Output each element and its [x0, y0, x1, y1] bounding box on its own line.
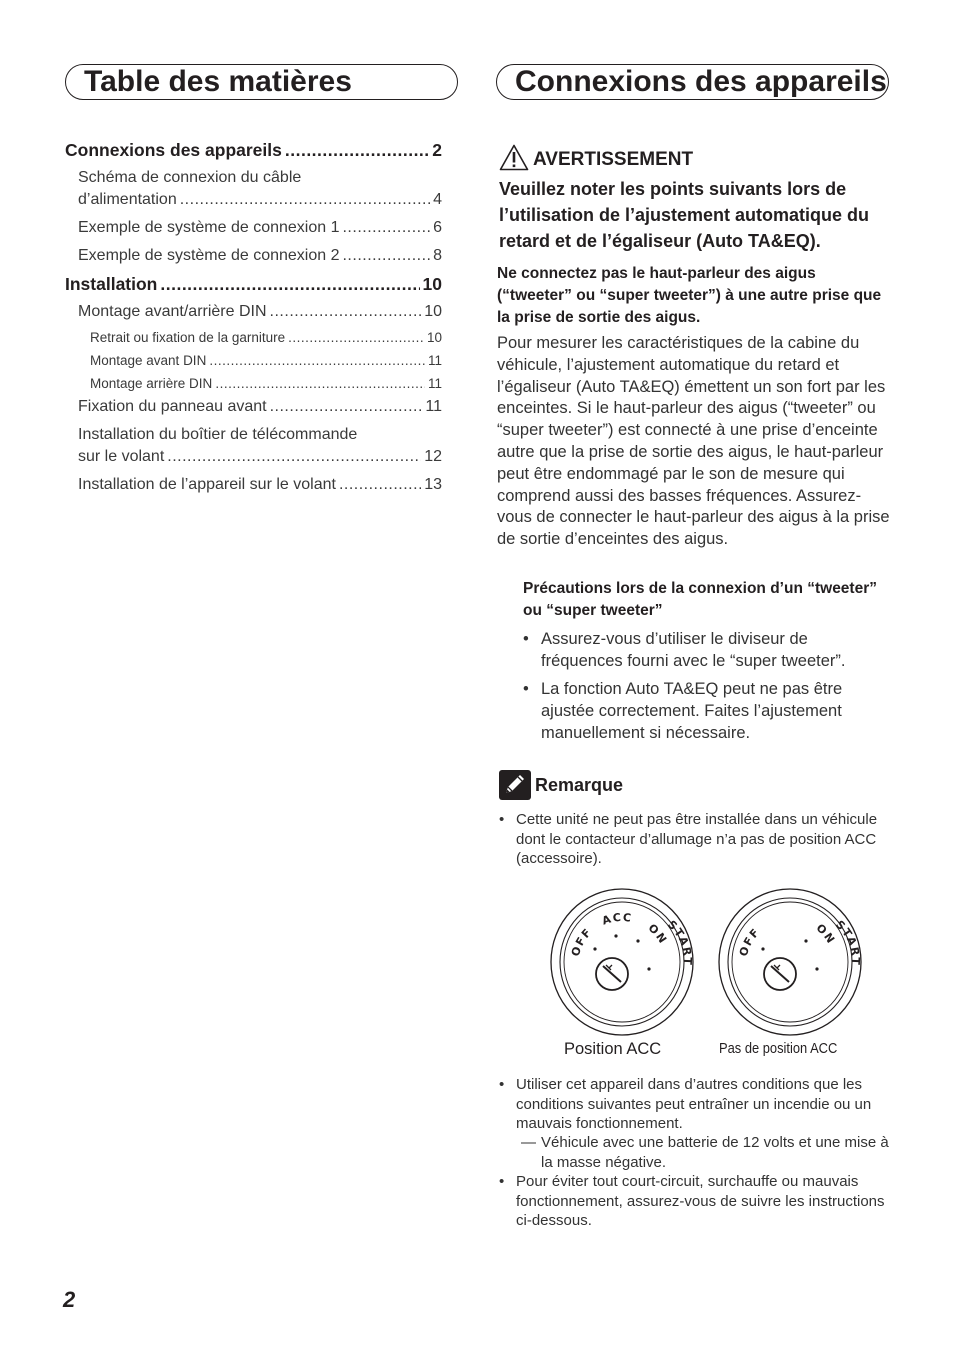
switch-label-on: ON [813, 921, 838, 947]
caption-acc-position: Position ACC [564, 1040, 662, 1058]
warning-subheading: Veuillez noter les points suivants lors de l’utilisation de l’ajustement automatique du retard et de l’égaliseur (Auto TA&EQ). [499, 179, 870, 251]
warning-icon [499, 144, 529, 171]
toc-title: Table des matières [65, 64, 458, 100]
position-dot [815, 967, 818, 970]
toc-entry[interactable]: sur le volant ..... 12 [65, 448, 442, 466]
key-slot [603, 966, 621, 982]
bullet: • [499, 1173, 505, 1190]
pencil-note-icon [499, 770, 531, 800]
list-item [499, 810, 894, 869]
tweeter-warning: Ne connectez pas le haut-parleur des aigus (“tweeter” ou “super tweeter”) à une autre prise que la prise de sortie des aigus. [497, 265, 882, 326]
position-dot [593, 947, 596, 950]
sub-list-item-text: Véhicule avec une batterie de 12 volts et une mise à la masse négative. [541, 1134, 889, 1171]
toc-entry[interactable]: Installation ..... 10 [65, 274, 442, 295]
toc-entry[interactable]: Montage avant/arrière DIN ..... 10 [65, 303, 442, 321]
list-item [499, 1172, 894, 1231]
bullet: • [499, 1076, 505, 1093]
list-item [523, 679, 893, 744]
svg-text:ON [646, 921, 670, 946]
list-item-text: Cette unité ne peut pas être installée dans un véhicule dont le contacteur d’allumage n’a pas de position ACC (accessoire). [516, 811, 878, 867]
toc-entry[interactable]: Montage arrière DIN ..... 11 [65, 376, 442, 391]
toc-entry[interactable]: Connexions des appareils ..... 2 [65, 140, 442, 161]
toc-entry[interactable]: d’alimentation ..... 4 [65, 191, 442, 209]
ignition-switch-acc-illustration [548, 886, 696, 1038]
svg-text:ACC [600, 911, 633, 928]
switch-label-off: OFF [568, 925, 595, 958]
bullet: • [523, 680, 529, 698]
toc-entry-line1: Schéma de connexion du câble [78, 169, 302, 186]
caption-no-acc-position: Pas de position ACC [719, 1040, 838, 1057]
list-item [499, 1075, 894, 1134]
toc-entry[interactable]: Exemple de système de connexion 1 ..... 6 [65, 219, 442, 237]
position-dot [761, 947, 764, 950]
warning-heading-text: AVERTISSEMENT [533, 149, 694, 170]
toc-entry[interactable]: Installation de l’appareil sur le volant ..... 13 [65, 476, 442, 494]
dash: — [521, 1134, 536, 1151]
position-dot [636, 939, 639, 942]
warning-heading [499, 144, 693, 171]
svg-text:ON [814, 921, 838, 946]
measurement-paragraph: Pour mesurer les caractéristiques de la cabine du véhicule, l’ajustement automatique du retard et l’égaliseur (Auto TA&EQ) émettent un son fort par les enceintes. Si le haut-parleur des aigus (“tweeter” ou “super tweeter”) est connecté à une prise d’enceinte autre que la prise de sortie des aigus, le haut-parleur peut être endommagé par le son de mesure qui comprend aussi des basses fréquences. Assurez-vous de connecter le haut-parleur des aigus à la prise de sortie d’enceintes des aigus. [497, 334, 890, 549]
toc-entry[interactable]: Fixation du panneau avant ..... 11 [65, 398, 442, 416]
switch-label-off: OFF [736, 925, 763, 958]
ignition-switch-no-acc-illustration [716, 886, 864, 1038]
toc-entry[interactable]: Retrait ou fixation de la garniture ..... 10 [65, 330, 442, 345]
sub-list-item [521, 1133, 891, 1172]
bullet: • [523, 630, 529, 648]
toc-entry-line1: Installation du boîtier de télécommande [78, 426, 358, 443]
list-item-text: La fonction Auto TA&EQ peut ne pas être ajustée correctement. Faites l’ajustement manuellement si nécessaire. [541, 680, 843, 742]
toc-entry[interactable]: Montage avant DIN ..... 11 [65, 353, 442, 368]
switch-label-start: START [833, 917, 863, 967]
key-slot [771, 966, 789, 982]
list-item-text: Utiliser cet appareil dans d’autres conditions que les conditions suivantes peut entraîner un incendie ou un mauvais fonctionnement. [516, 1076, 872, 1132]
switch-label-start: START [665, 917, 695, 967]
table-of-contents [65, 0, 442, 520]
list-item [523, 629, 893, 673]
page-number: 2 [63, 1287, 76, 1312]
list-item-text: Pour éviter tout court-circuit, surchauffe ou mauvais fonctionnement, assurez-vous de suivre les instructions ci-dessous. [516, 1173, 885, 1229]
position-dot [647, 967, 650, 970]
precautions-heading: Précautions lors de la connexion d’un “tweeter” ou “super tweeter” [523, 580, 877, 619]
switch-label-acc: ACC [600, 910, 634, 928]
toc-entry[interactable]: Exemple de système de connexion 2 ..... 8 [65, 247, 442, 265]
note-heading-text: Remarque [535, 774, 624, 795]
bullet: • [499, 811, 505, 828]
connexions-title: Connexions des appareils [496, 64, 889, 100]
list-item-text: Assurez-vous d’utiliser le diviseur de fréquences fourni avec le “super tweeter”. [541, 630, 846, 670]
switch-label-on: ON [645, 921, 670, 947]
note-heading [499, 770, 623, 800]
position-dot [614, 934, 617, 937]
position-dot [804, 939, 807, 942]
